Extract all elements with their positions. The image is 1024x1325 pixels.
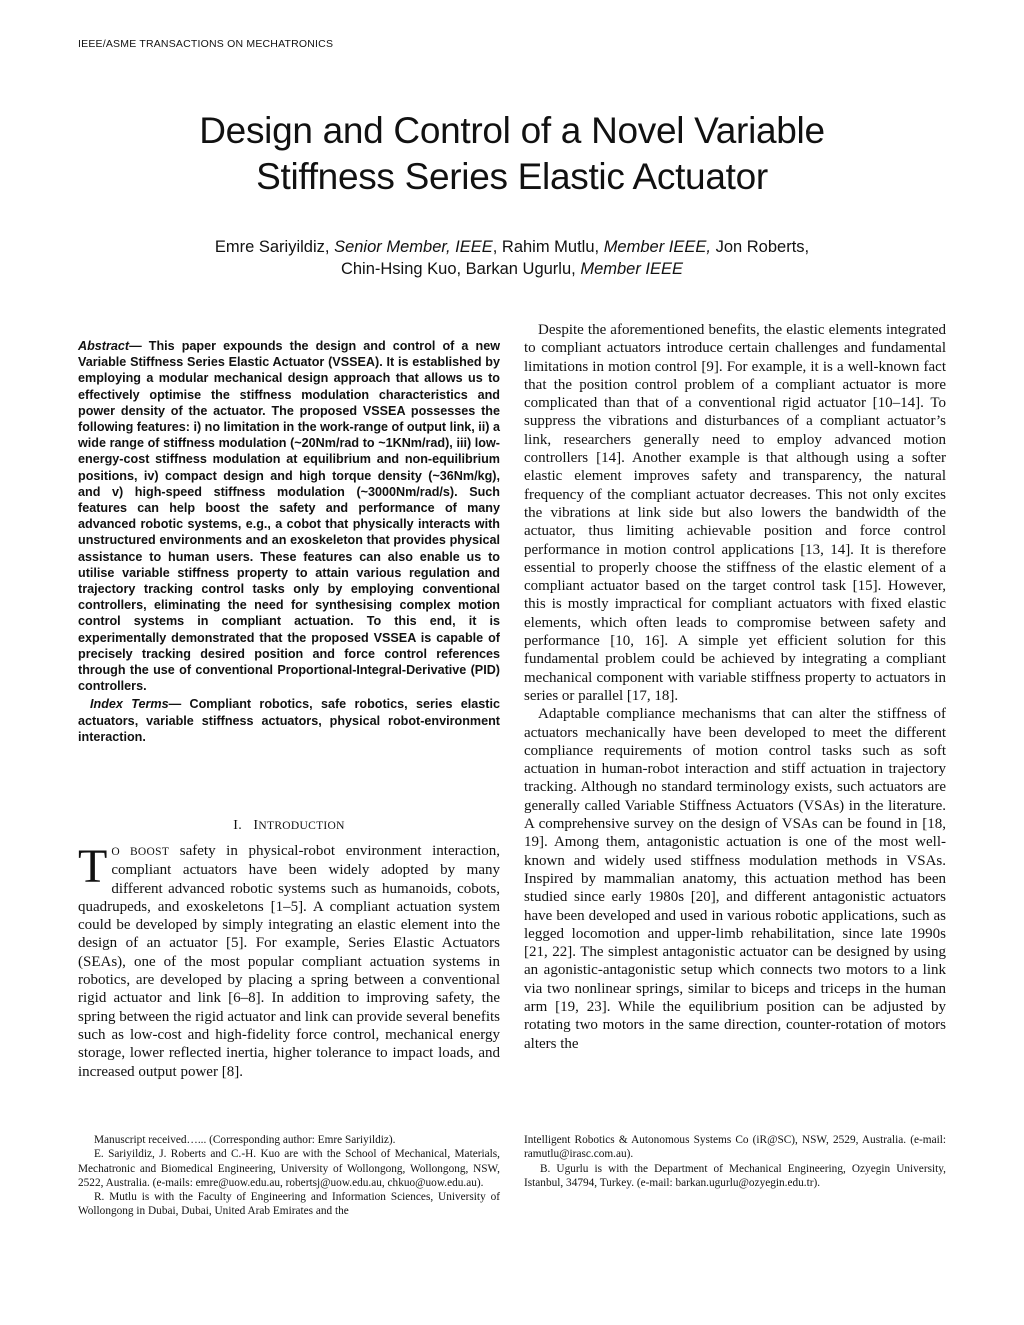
abstract-block (78, 338, 500, 745)
title-line-2: Stiffness Series Elastic Actuator (256, 156, 768, 197)
author-3: Jon Roberts, (710, 238, 810, 256)
abstract-text: — This paper expounds the design and control of a new Variable Stiffness Series Elastic Actuator (VSSEA). It is established by employing a modular mechanical design approach that allows us to effectively optimise the stiffness modulation characteristics and power density of the actuator. The proposed VSSEA possesses the following features: i) no limitation in the work-range of output link, ii) a wide range of stiffness modulation (~20Nm/rad to ~1KNm/rad), iii) low-energy-cost stiffness modulation at equilibrium and non-equilibrium positions, iv) compact design and high torque density (~36Nm/kg), and v) high-speed stiffness modulation (~3000Nm/rad/s). Such features can help boost the safety and performance of many advanced robotic systems, e.g., a cobot that physically interacts with unstructured environments and an exoskeleton that provides physical assistance to human users. These features can also enable us to utilise variable stiffness property to attain various regulation and trajectory tracking control tasks only by employing conventional controllers, eliminating the need for synthesising complex motion control systems in compliant actuation. To this end, it is experimentally demonstrated that the proposed VSSEA is capable of precisely tracking desired position and force control references through the use of conventional Proportional-Integral-Derivative (PID) controllers. (78, 339, 500, 694)
introduction-body (78, 842, 500, 1081)
footnote-affiliation-2: R. Mutlu is with the Faculty of Engineering and Information Sciences, University of Wollongong in Dubai, Dubai, United Arab Emirates and the (78, 1191, 500, 1218)
author-list (0, 236, 1024, 280)
author-4: Chin-Hsing Kuo, Barkan Ugurlu, (340, 260, 581, 278)
author-line-1 (0, 236, 1024, 258)
abstract-label: Abstract (78, 339, 130, 353)
intro-text: safety in physical-robot environment interaction, compliant actuators have been widely adopted by many different advanced robotic systems such as humanoids, cobots, quadrupeds, and exoskeletons [1–5]. A compliant actuation system could be developed by simply integrating an elastic element into the design of an actuator [5]. For example, Series Elastic Actuators (SEAs), one of the most popular compliant actuation systems in robotics, are developed by placing a spring between a conventional rigid actuator and link [6–8]. In addition to improving safety, the spring between the rigid actuator and link can provide several benefits such as low-cost and high-fidelity force control, mechanical energy storage, lower reflected inertia, higher tolerance to impact loads, and increased output power [8]. (78, 843, 500, 1080)
journal-header: IEEE/ASME TRANSACTIONS ON MECHATRONICS (78, 38, 334, 50)
section-title-first: I (253, 818, 259, 833)
footnote-manuscript: Manuscript received…... (Corresponding author: Emre Sariyildiz). (94, 1134, 396, 1146)
index-terms-text: — Compliant robotics, safe robotics, series elastic actuators, variable stiffness actuators, physical robot-environment interaction. (78, 697, 500, 744)
footnotes-right (524, 1133, 946, 1190)
author-1: Emre Sariyildiz, (214, 238, 335, 256)
index-terms (78, 696, 500, 745)
intro-paragraph (78, 842, 500, 1081)
footnote-affiliation-2-cont: Intelligent Robotics & Autonomous Systems Co (iR@SC), NSW, 2529, Australia. (e-mail: ramutlu@irasc.com.au). (524, 1134, 946, 1161)
section-title-rest: NTRODUCTION (258, 820, 345, 832)
footnote-affiliation-1: E. Sariyildiz, J. Roberts and C.-H. Kuo are with the School of Mechanical, Materials, Mechatronic and Biomedical Engineering, University of Wollongong, Wollongong, NSW, 2522, Australia. (e-mails: emre@uow.edu.au, robertsj@uow.edu.au, chkuo@uow.edu.au). (78, 1148, 500, 1189)
right-paragraph-1: Despite the aforementioned benefits, the elastic elements integrated to compliant actuators introduce certain challenges and fundamental limitations in motion control [9]. For example, it is a well-known fact that the position control problem of a compliant actuator is more complicated than that of a conventional rigid actuator [10–14]. To suppress the vibrations and disturbances of a compliant actuator’s link, researchers generally need to employ advanced motion controllers [14]. Another example is that although using a softer elastic element improves safety and transparency, the natural frequency of the compliant actuator decreases. This not only excites the vibrations at link side but also lowers the bandwidth of the actuator, thus limiting achievable position and force control performance in motion control applications [13, 14]. It is therefore essential to properly choose the stiffness of the elastic element of a compliant actuator based on the target control task [15]. However, this is mostly impractical for compliant actuators with fixed elastic elements, which often leads to compromise between safety and performance [10, 16]. A simple yet efficient solution for this fundamental problem could be achieved by integrating a compliant mechanical component with variable stiffness property to actuators in series or parallel [17, 18]. (524, 322, 946, 704)
section-heading (78, 818, 500, 834)
author-2: , Rahim Mutlu, (492, 238, 604, 256)
right-column-body (524, 321, 946, 1053)
author-2-role: Member IEEE, (603, 238, 711, 256)
intro-smallcaps: O BOOST (111, 846, 170, 858)
author-4-role: Member IEEE (580, 260, 684, 278)
index-terms-label: Index Terms (90, 697, 169, 712)
drop-cap: T (78, 840, 108, 893)
abstract-paragraph (78, 338, 500, 694)
title-line-1: Design and Control of a Novel Variable (199, 110, 825, 151)
footnotes-left (78, 1133, 500, 1219)
author-1-role: Senior Member, IEEE (334, 238, 493, 256)
section-number: I. (233, 818, 243, 833)
right-paragraph-2: Adaptable compliance mechanisms that can alter the stiffness of actuators mechanically have been developed to meet the different compliance requirements of motion control tasks such as soft actuation in human-robot interaction and stiff actuation in trajectory tracking. Although no standard terminology exists, such actuators are generally called Variable Stiffness Actuators (VSAs) in the literature. A comprehensive survey on the design of VSAs can be found in [18, 19]. Among them, antagonistic actuation is one of the most well-known and widely used stiffness modulation methods in VSAs. Inspired by mammalian anatomy, this actuation method has been studied since early 1980s [20], and different antagonistic actuators have been developed and used in various robotic applications, such as legged locomotion and upper-limb rehabilitation, since late 1990s [21, 22]. The simplest antagonistic actuator can be designed by using an agonistic-antagonistic setup which connects two motors to a link via two nonlinear springs, similar to biceps and triceps in the human arm [19, 23]. While the equilibrium position can be adjusted by rotating two motors in the same direction, counter-rotation of motors alters the (524, 706, 946, 1052)
author-line-2 (0, 258, 1024, 280)
paper-title (0, 108, 1024, 200)
footnote-affiliation-3: B. Ugurlu is with the Department of Mechanical Engineering, Ozyegin University, Istanbul, 34794, Turkey. (e-mail: barkan.ugurlu@ozyegin.edu.tr). (524, 1162, 946, 1189)
